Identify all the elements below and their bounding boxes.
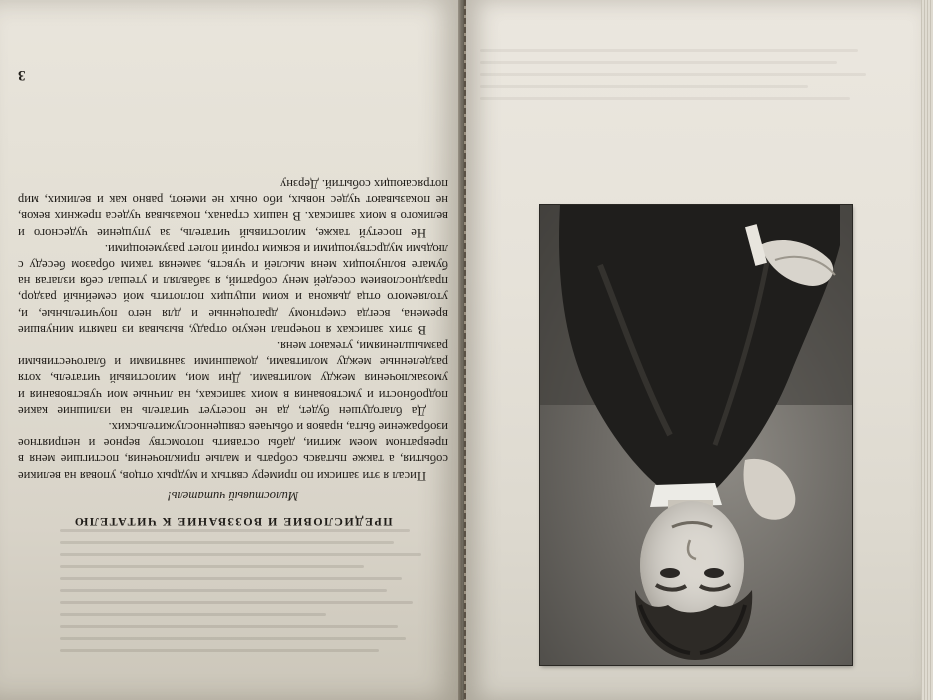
upside-down-portrait [540, 205, 852, 665]
paragraph-2: Да благодушен будет, да не посетует читатель на излишние какие подробности и умствования в моих записках, на личные мои чувствования и умозаключения между молитвами. Дни мои, милостивый читатель, хотя разделенные между молитвами, домашними занятиями и благочестивыми размышлениями, утекают меня. [18, 338, 448, 418]
upside-down-text-block [18, 60, 448, 530]
portrait-plate [540, 205, 852, 665]
bleed-through-text [60, 520, 440, 690]
paragraph-4: Не посетуй также, милостивый читатель, за упущение чудесного и великого в моих записках. В наших странах, показывая чудеса прежних веков, не показывают чудес новых, ибо оных не имеют, равно как и великих, мир потрясающих событий. Дерзну [18, 176, 448, 240]
page-edges [921, 0, 933, 700]
left-page [0, 0, 462, 700]
paragraph-3: В этих записках я почерпал некую отраду, вызывая из памяти минувшие времена, всегда смертному драгоценные и для него поучительные, и, утоляемого отца дьякона и коим ищущих поглотить мой семейный раздор, празднословием соседей мену собратий, я забавлял и утешал себя излагая на бумаге волнующих меня мыслей и чувств, заменяя таким образом беседу с людьми мудрствующими и всяким горний полет разумеющими. [18, 241, 448, 337]
right-bleed-through [480, 40, 900, 180]
greeting: Милостивый читатель! [167, 488, 299, 503]
page-number: 3 [18, 67, 26, 83]
paragraph-1: Писал я эти записки по примеру святых и мудрых отцов, уповая на великие события, а также пытаясь собрать и малые приключения, постигшие меня в превратном моем житии, дабы оставить потомству верное и неприятное изображение быта, нравов и обычаев священнослужительских. [18, 419, 448, 483]
chapter-title: ПРЕДИСЛОВИЕ И ВОЗЗВАНИЕ К ЧИТАТЕЛЮ [73, 515, 393, 529]
